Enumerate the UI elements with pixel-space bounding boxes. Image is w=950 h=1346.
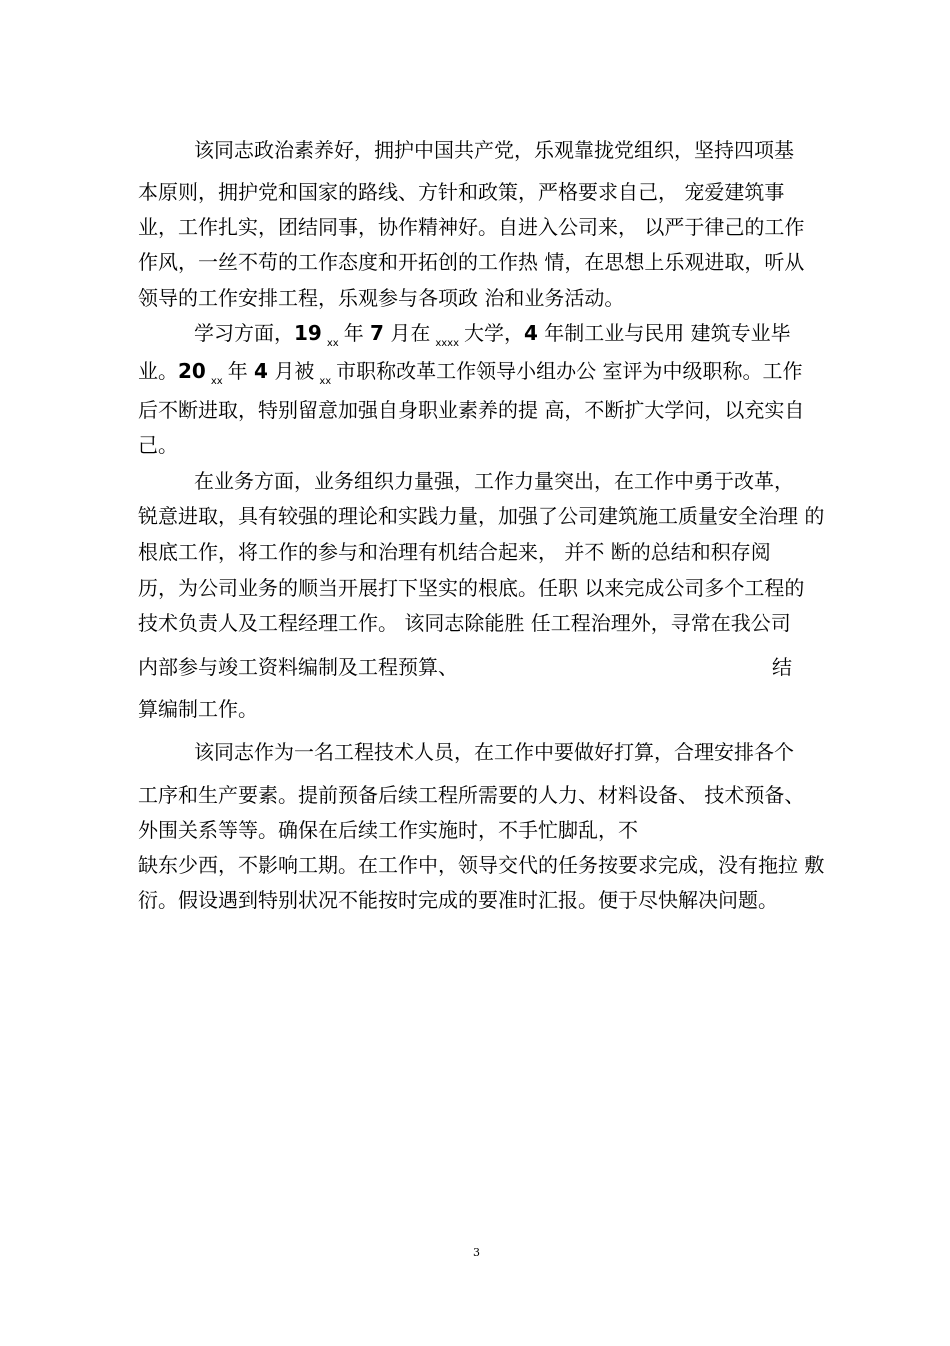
p2l2-text-b: 年 <box>227 359 255 383</box>
paragraph-4-line-5: 衍。假设遇到特别状况不能按时完成的要准时汇报。便于尽快解决问题。 <box>138 888 778 912</box>
paragraph-3-line-3: 根底工作，将工作的参与和治理有机结合起来， 并不 断的总结和积存阅 <box>138 540 771 564</box>
p2-text-a: 学习方面， <box>194 321 294 345</box>
p2-year-19: 19 <box>294 321 322 345</box>
paragraph-1-line-3: 业，工作扎实，团结同事，协作精神好。自进入公司来， 以严于律己的工作 <box>138 215 805 239</box>
p2-xx-3: xx <box>319 376 332 387</box>
paragraph-3-line-6: 内部参与竣工资料编制及工程预算、 <box>138 655 458 679</box>
p2l2-text-c: 月被 <box>267 359 315 383</box>
p2-xx-1: xx <box>326 338 339 349</box>
paragraph-2-line-3: 后不断进取，特别留意加强自身职业素养的提 高，不断扩大学问，以充实自 <box>138 398 805 422</box>
paragraph-3-right-fragment: 结 <box>772 655 792 679</box>
paragraph-4-line-1: 该同志作为一名工程技术人员，在工作中要做好打算，合理安排各个 <box>194 740 794 764</box>
p2-xx-2: xx <box>210 376 223 387</box>
p2-years-4: 4 <box>524 321 538 345</box>
paragraph-4-line-2: 工序和生产要素。提前预备后续工程所需要的人力、材料设备、 技术预备、 <box>138 783 805 807</box>
p2-xxxx: xxxx <box>435 338 459 349</box>
paragraph-2-line-2 <box>138 359 803 394</box>
paragraph-3-line-1: 在业务方面，业务组织力量强，工作力量突出，在工作中勇于改革， <box>194 469 794 493</box>
paragraph-2-line-1 <box>194 321 791 356</box>
paragraph-3-line-7: 算编制工作。 <box>138 697 258 721</box>
p2l2-text-d: 市职称改革工作领导小组办公 室评为中级职称。工作 <box>336 359 803 383</box>
p2-text-e: 年制工业与民用 建筑专业毕 <box>537 321 791 345</box>
paragraph-1-line-4: 作风，一丝不苟的工作态度和开拓创的工作热 情，在思想上乐观进取，听从 <box>138 250 805 274</box>
paragraph-4-line-3: 外围关系等等。确保在后续工作实施时，不手忙脚乱，不 <box>138 818 638 842</box>
paragraph-3-line-2: 锐意进取，具有较强的理论和实践力量，加强了公司建筑施工质量安全治理 的 <box>138 504 825 528</box>
p2-text-d: 大学， <box>464 321 524 345</box>
p2-year-20: 20 <box>178 359 206 383</box>
paragraph-1-line-1: 该同志政治素养好，拥护中国共产党，乐观靠拢党组织，坚持四项基 <box>194 138 794 162</box>
p2-month-4: 4 <box>254 359 268 383</box>
p2-text-c: 月在 <box>383 321 431 345</box>
p2-month-7: 7 <box>370 321 384 345</box>
paragraph-3-line-5: 技术负责人及工程经理工作。 该同志除能胜 任工程治理外，寻常在我公司 <box>138 611 791 635</box>
paragraph-1-line-2: 本原则，拥护党和国家的路线、方针和政策，严格要求自己， 宠爱建筑事 <box>138 180 785 204</box>
paragraph-3-line-4: 历，为公司业务的顺当开展打下坚实的根底。任职 以来完成公司多个工程的 <box>138 576 805 600</box>
page-number: 3 <box>473 1246 480 1259</box>
paragraph-2-line-4: 己。 <box>138 433 178 457</box>
paragraph-1-line-5: 领导的工作安排工程，乐观参与各项政 治和业务活动。 <box>138 286 625 310</box>
paragraph-4-line-4: 缺东少西，不影响工期。在工作中，领导交代的任务按要求完成，没有拖拉 敷 <box>138 853 825 877</box>
p2l2-text-a: 业。 <box>138 359 178 383</box>
p2-text-b: 年 <box>343 321 371 345</box>
